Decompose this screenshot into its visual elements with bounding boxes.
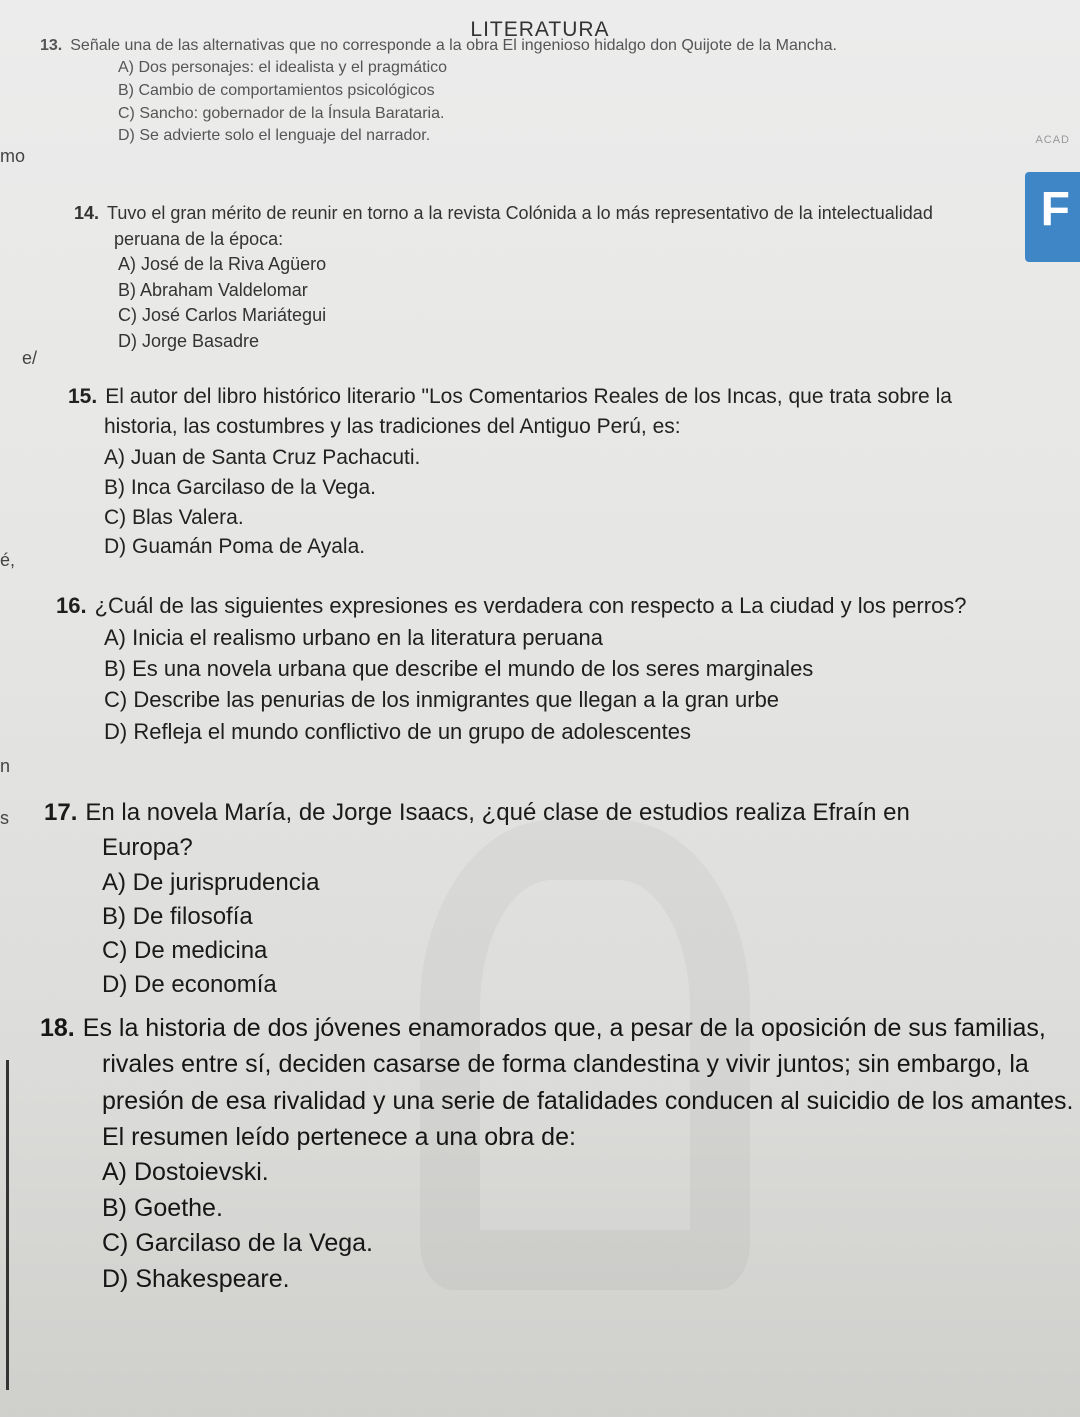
question-number: 14. <box>74 203 100 223</box>
option-c: C) De medicina <box>102 936 268 964</box>
logo-letter: F <box>1040 183 1070 236</box>
question-18 <box>40 1010 1074 1297</box>
margin-note-mo: mo <box>0 146 26 166</box>
question-16 <box>40 590 1050 747</box>
option-list <box>104 622 1050 747</box>
option-b: B) De filosofía <box>102 902 253 930</box>
question-text: ¿Cuál de las siguientes expresiones es verdadera con respecto a La ciudad y los perros? <box>94 593 967 618</box>
question-text: Es la historia de dos jóvenes enamorados que, a pesar de la oposición de sus familias, rivales entre sí, deciden casarse de forma clandestina y vivir juntos; sin embargo, la presión de esa rivalidad y una serie de fatalidades conducen al suicidio de los amantes. El resumen leído pertenece a una obra de: <box>82 1014 1074 1151</box>
option-d: D) Jorge Basadre <box>118 330 260 351</box>
option-list <box>104 443 1050 562</box>
question-number: 17. <box>44 799 78 826</box>
option-b: B) Abraham Valdelomar <box>118 279 308 300</box>
question-number: 13. <box>40 37 63 54</box>
option-c: C) Sancho: gobernador de la Ínsula Barataria. <box>118 104 445 122</box>
question-14 <box>40 200 1050 354</box>
option-a: A) Juan de Santa Cruz Pachacuti. <box>104 445 421 469</box>
option-b: B) Es una novela urbana que describe el mundo de los seres marginales <box>104 656 814 682</box>
option-b: B) Goethe. <box>102 1193 223 1222</box>
question-17 <box>40 796 1050 1002</box>
option-d: D) Guamán Poma de Ayala. <box>104 535 366 559</box>
option-list <box>102 1155 1050 1297</box>
question-number: 18. <box>40 1014 75 1042</box>
margin-note-el: e/ <box>22 348 38 368</box>
question-text: En la novela María, de Jorge Isaacs, ¿qué clase de estudios realiza Efraín en Europa? <box>85 799 910 861</box>
question-15 <box>40 382 1050 562</box>
option-a: A) Dostoievski. <box>102 1158 269 1186</box>
option-c: C) José Carlos Mariátegui <box>118 305 327 326</box>
margin-note-n: n <box>0 756 11 776</box>
option-list <box>118 252 1050 354</box>
option-a: A) Inicia el realismo urbano en la literatura peruana <box>104 624 603 650</box>
option-a: A) José de la Riva Agüero <box>118 254 327 275</box>
section-title: LITERATURA <box>470 18 610 41</box>
question-text: Señale una de las alternativas que no corresponde a la obra El ingenioso hidalgo don Quijote de la Mancha. <box>70 37 837 54</box>
option-c: C) Garcilaso de la Vega. <box>102 1229 373 1257</box>
option-list <box>118 57 1050 148</box>
margin-note-e: é, <box>0 550 16 570</box>
option-c: C) Blas Valera. <box>104 505 244 529</box>
option-d: D) Se advierte solo el lenguaje del narrador. <box>118 127 431 145</box>
option-a: A) Dos personajes: el idealista y el pragmático <box>118 59 448 77</box>
page-edge-line <box>6 1060 9 1390</box>
question-number: 15. <box>68 385 98 408</box>
option-list <box>102 866 1050 1002</box>
margin-note-s: s <box>0 808 9 828</box>
option-c: C) Describe las penurias de los inmigrantes que llegan a la gran urbe <box>104 687 780 713</box>
option-a: A) De jurisprudencia <box>102 868 320 896</box>
margin-note-acad: ACAD <box>1035 134 1070 146</box>
option-d: D) Refleja el mundo conflictivo de un grupo de adolescentes <box>104 718 692 744</box>
option-d: D) De economía <box>102 970 277 998</box>
option-b: B) Cambio de comportamientos psicológicos <box>118 81 435 99</box>
question-13 <box>40 34 1050 148</box>
question-text: El autor del libro histórico literario "Los Comentarios Reales de los Incas, que trata sobre la historia, las costumbres y las tradiciones del Antiguo Perú, es: <box>104 385 952 439</box>
option-d: D) Shakespeare. <box>102 1264 290 1293</box>
question-number: 16. <box>56 593 87 618</box>
option-b: B) Inca Garcilaso de la Vega. <box>104 475 376 499</box>
question-text: Tuvo el gran mérito de reunir en torno a la revista Colónida a lo más representativo de la intelectualidad peruana de la época: <box>107 203 933 250</box>
